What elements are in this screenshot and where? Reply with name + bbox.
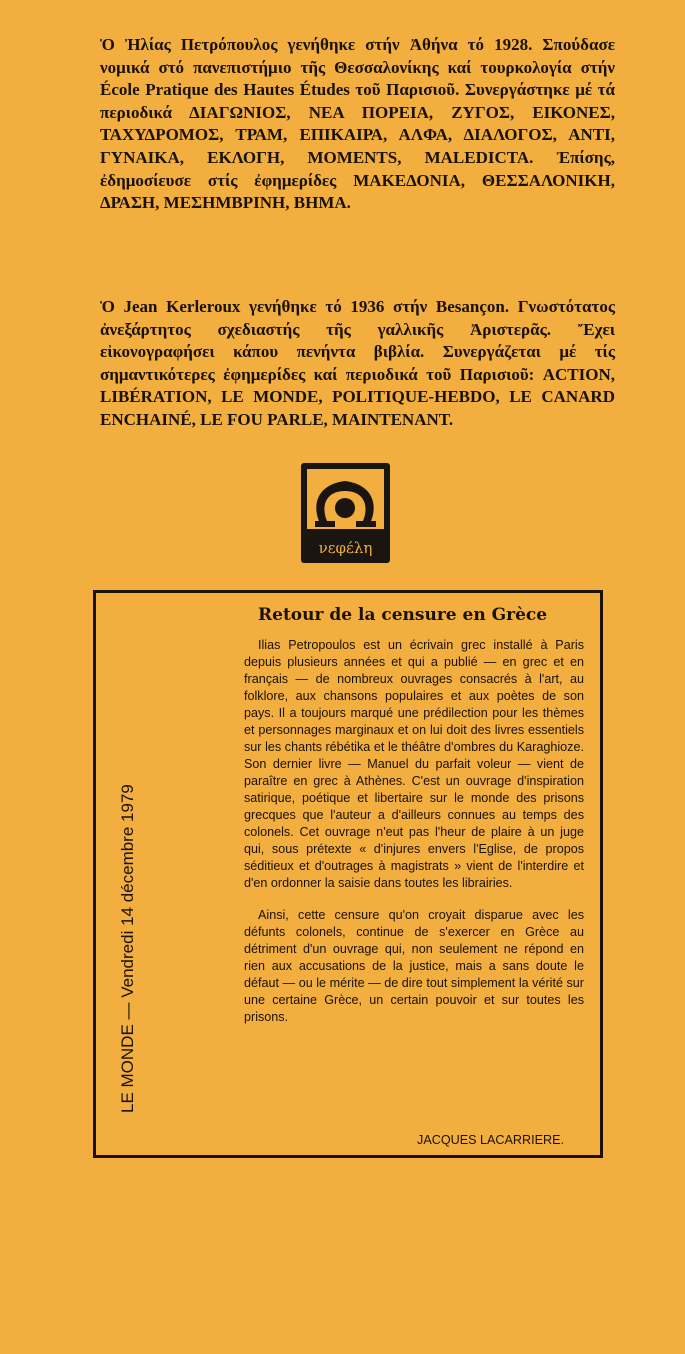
publisher-name: νεφέλη [318,539,373,557]
clipping-title: Retour de la censure en Grèce [258,605,548,625]
clipping-source-label: LE MONDE — Vendredi 14 décembre 1979 [118,784,137,1113]
publisher-logo [301,463,390,563]
clipping-body [244,637,584,1041]
newspaper-clipping [93,590,603,1158]
clipping-paragraph: Ilias Petropoulos est un écrivain grec installé à Paris depuis plusieurs années et qui a publié — en grec et en français — de nombreux ouvrages consacrés à l'art, au folklore, aux chansons populaires et aux poètes de son pays. Il a toujours marqué une prédilection pour les thèmes et personnages marginaux et on lui doit des livres essentiels sur les chants rébétika et le théâtre d'ombres du Karaghioze. Son dernier livre — Manuel du parfait voleur — vient de paraître en grec à Athènes. C'est un ouvrage d'inspiration satirique, poétique et libertaire sur le monde des prisons grecques que l'auteur a d'ailleurs connues au temps des colonels. Cet ouvrage n'eut pas l'heur de plaire à un juge qui, sous prétexte « d'injures envers l'Eglise, de propos séditieux et d'outrages à magistrats » vient de l'interdire et d'en ordonner la saisie dans toutes les librairies. [244,638,584,890]
illustrator-bio-kerleroux: Ὁ Jean Kerleroux γενήθηκε τό 1936 στήν Besançon. Γνωστότατος ἀνεξάρτητος σχεδιαστής τῆς γαλλικῆς Ἀριστερᾶς. Ἔχει εἰκονογραφήσει κάπου πενήντα βιβλία. Συνεργάζεται μέ τίς σημαντικότερες ἐφημερίδες καί περιοδικά τοῦ Παρισιοῦ: ACTION, LIBÉRATION, LE MONDE, POLITIQUE-HEBDO, LE CANARD ENCHAINÉ, LE FOU PARLE, MAINTENANT. [100,297,615,429]
clipping-author: JACQUES LACARRIERE. [417,1133,564,1147]
author-bio-petropoulos: Ὁ Ἠλίας Πετρόπουλος γενήθηκε στήν Ἀθήνα τό 1928. Σπούδασε νομικά στό πανεπιστήμιο τῆς Θεσσαλονίκης καί τουρκολογία στήν École Pratique des Hautes Études τοῦ Παρισιοῦ. Συνεργάστηκε μέ τά περιοδικά ΔΙΑΓΩΝΙΟΣ, ΝΕΑ ΠΟΡΕΙΑ, ΖΥΓΟΣ, ΕΙΚΟΝΕΣ, ΤΑΧΥΔΡΟΜΟΣ, ΤΡΑΜ, ΕΠΙΚΑΙΡΑ, ΑΛΦΑ, ΔΙΑΛΟΓΟΣ, ΑΝΤΙ, ΓΥΝΑΙΚΑ, ΕΚΛΟΓΗ, MOMENTS, MALEDICTA. Ἐπίσης, ἐδημοσίευσε στίς ἐφημερίδες ΜΑΚΕΔΟΝΙΑ, ΘΕΣΣΑΛΟΝΙΚΗ, ΔΡΑΣΗ, ΜΕΣΗΜΒΡΙΝΗ, ΒΗΜΑ. [100,35,615,213]
clipping-paragraph: Ainsi, cette censure qu'on croyait disparue avec les défunts colonels, continue de s'exercer en Grèce au détriment d'un ouvrage qui, non seulement ne répond en rien aux accusations de la justice, mais a sans doute le défaut — ou le mérite — de dire tout simplement la vérité sur une certaine Grèce, un certain pouvoir et sur toutes les prisons. [244,908,584,1024]
